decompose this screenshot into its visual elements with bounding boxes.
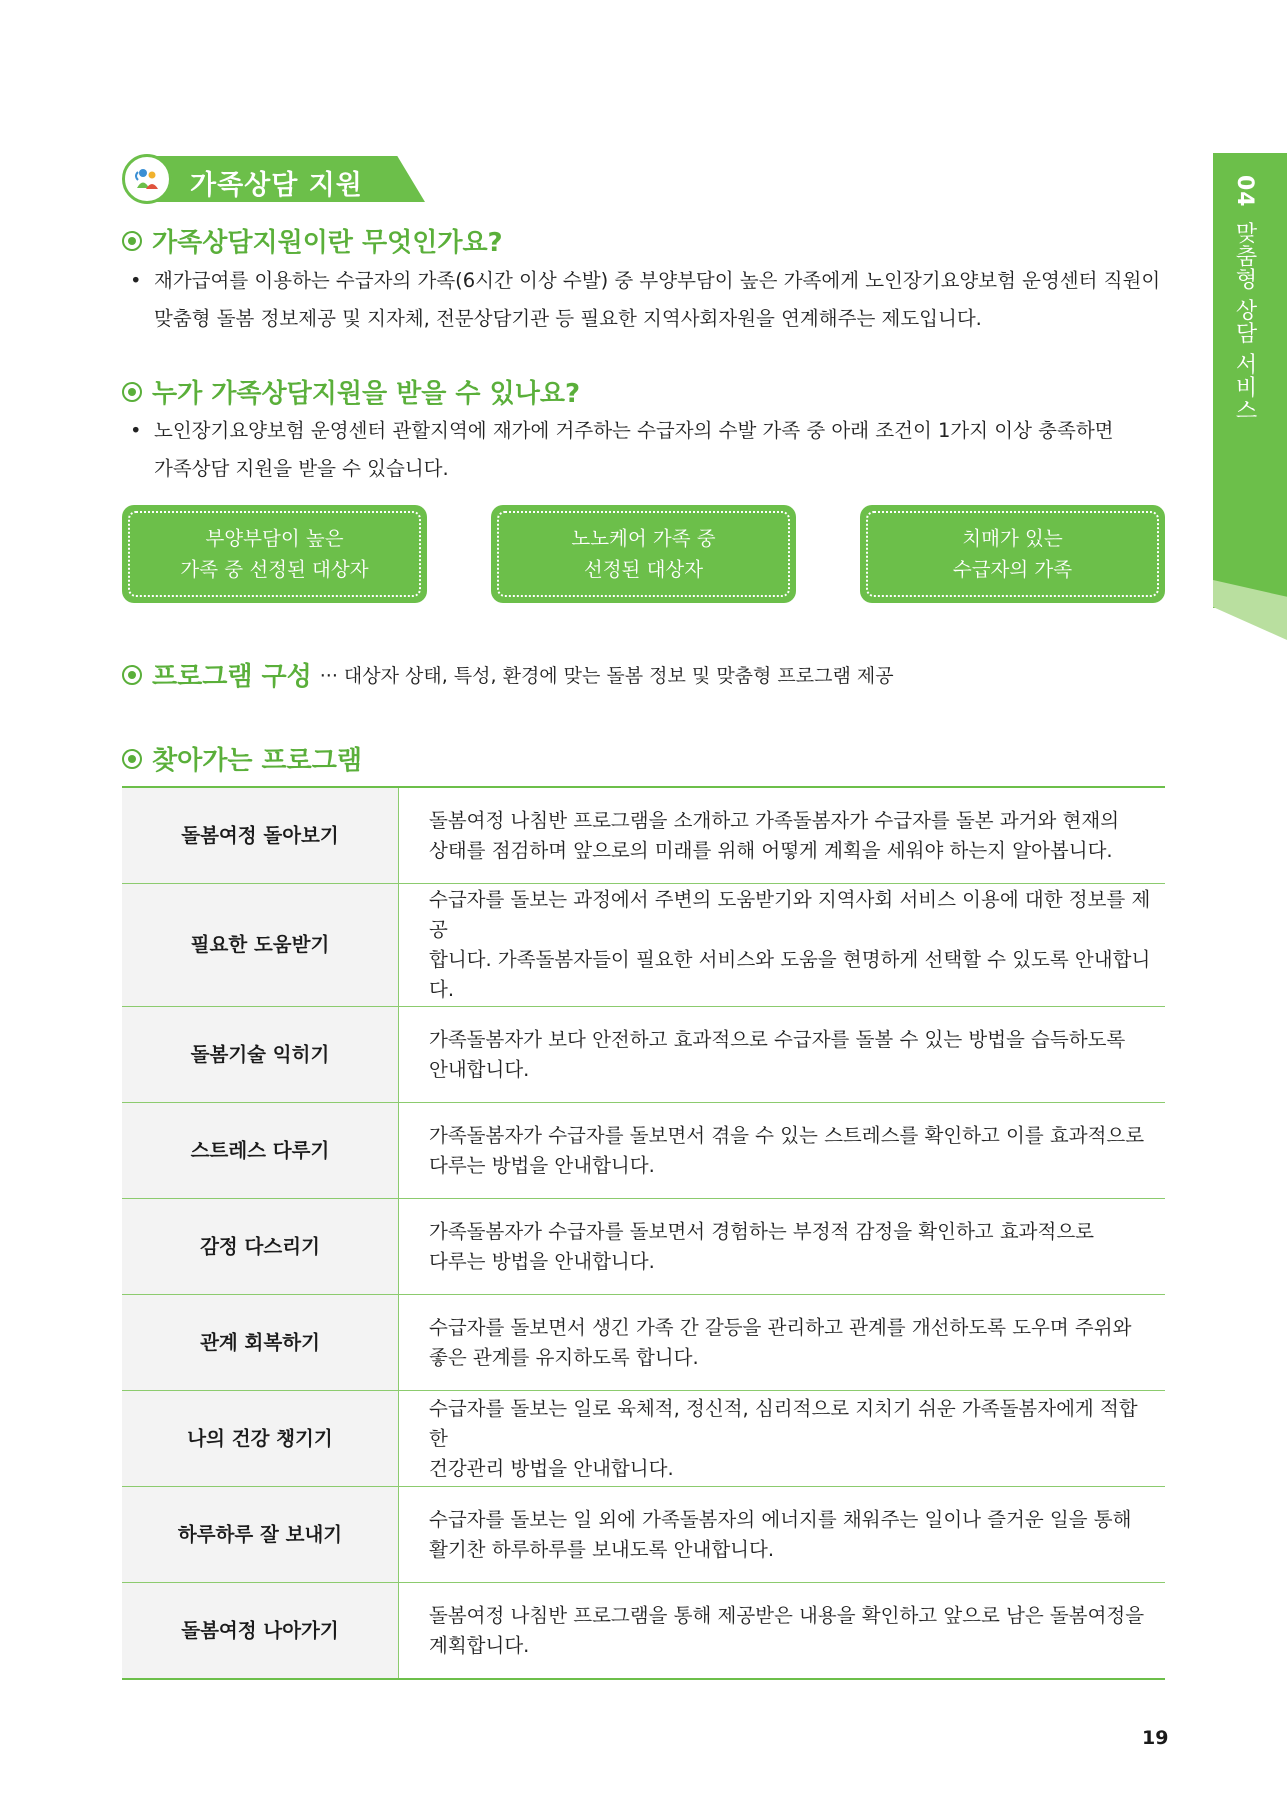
program-name: 돌봄여정 나아가기 [122,1583,399,1680]
condition-line: 치매가 있는 [962,527,1063,550]
condition-box-1 [122,505,427,603]
program-name: 하루하루 잘 보내기 [122,1487,399,1583]
description-line: 다루는 방법을 안내합니다. [429,1153,655,1177]
program-description [399,1007,1166,1103]
table-row [122,1391,1165,1487]
answer-line: 맞춤형 돌봄 정보제공 및 지자체, 전문상담기관 등 필요한 지역사회자원을 연계해주는 제도입니다. [154,307,982,330]
description-line: 돌봄여정 나침반 프로그램을 통해 제공받은 내용을 확인하고 앞으로 남은 돌봄여정을 [429,1603,1145,1627]
chapter-side-tab-label [1229,175,1260,422]
program-description [399,787,1166,884]
visiting-program-heading-text: 찾아가는 프로그램 [152,746,362,776]
program-description [399,1583,1166,1680]
program-config-heading-text: 프로그램 구성 [152,662,312,692]
condition-box-2 [491,505,796,603]
question-heading-what [122,222,503,259]
description-line: 수급자를 돌보는 과정에서 주변의 도움받기와 지역사회 서비스 이용에 대한 정보를 제공 [429,888,1151,941]
program-description [399,884,1166,1007]
question-heading-text: 가족상담지원이란 무엇인가요? [152,228,503,258]
program-description [399,1295,1166,1391]
description-line: 가족돌봄자가 보다 안전하고 효과적으로 수급자를 돌볼 수 있는 방법을 습득하도록 [429,1027,1126,1051]
program-config-heading [122,656,894,693]
description-line: 건강관리 방법을 안내합니다. [429,1456,674,1480]
condition-line: 수급자의 가족 [952,558,1073,581]
section-banner [122,154,425,204]
chapter-title: 맞춤형 상담 서비스 [1232,221,1257,422]
description-line: 좋은 관계를 유지하도록 합니다. [429,1345,699,1369]
family-emblem-icon [122,154,172,204]
visiting-program-table [122,786,1165,1680]
target-bullet-icon [122,749,142,769]
program-config-description: ··· 대상자 상태, 특성, 환경에 맞는 돌봄 정보 및 맞춤형 프로그램 제공 [319,665,894,687]
description-line: 상태를 점검하며 앞으로의 미래를 위해 어떻게 계획을 세워야 하는지 알아봅니다. [429,838,1113,862]
condition-line: 부양부담이 높은 [205,527,344,550]
table-row [122,1199,1165,1295]
description-line: 가족돌봄자가 수급자를 돌보면서 겪을 수 있는 스트레스를 확인하고 이를 효과적으로 [429,1123,1145,1147]
page-number: 19 [1142,1727,1169,1749]
table-row [122,884,1165,1007]
visiting-program-heading [122,740,362,777]
question-heading-who [122,373,580,410]
program-name: 필요한 도움받기 [122,884,399,1007]
description-line: 돌봄여정 나침반 프로그램을 소개하고 가족돌봄자가 수급자를 돌본 과거와 현재의 [429,808,1120,832]
program-name: 돌봄기술 익히기 [122,1007,399,1103]
condition-box-inner [497,511,790,597]
answer-line: 가족상담 지원을 받을 수 있습니다. [154,457,449,480]
target-bullet-icon [122,231,142,251]
table-row [122,787,1165,884]
target-bullet-icon [122,382,142,402]
description-line: 수급자를 돌보는 일 외에 가족돌봄자의 에너지를 채워주는 일이나 즐거운 일을 통해 [429,1507,1132,1531]
description-line: 수급자를 돌보면서 생긴 가족 간 갈등을 관리하고 관계를 개선하도록 도우며 주위와 [429,1315,1132,1339]
program-description [399,1103,1166,1199]
program-name: 나의 건강 챙기기 [122,1391,399,1487]
description-line: 안내합니다. [429,1057,530,1081]
table-row [122,1487,1165,1583]
condition-box-inner [128,511,421,597]
table-row [122,1103,1165,1199]
program-name: 감정 다스리기 [122,1199,399,1295]
answer-line: • 재가급여를 이용하는 수급자의 가족(6시간 이상 수발) 중 부양부담이 높은 가족에게 노인장기요양보험 운영센터 직원이 [154,269,1161,292]
section-title: 가족상담 지원 [190,170,363,201]
answer-paragraph-what [130,262,1165,338]
table-row [122,1583,1165,1680]
question-heading-text: 누가 가족상담지원을 받을 수 있나요? [152,379,581,409]
description-line: 가족돌봄자가 수급자를 돌보면서 경험하는 부정적 감정을 확인하고 효과적으로 [429,1219,1095,1243]
description-line: 계획합니다. [429,1633,530,1657]
program-description [399,1391,1166,1487]
condition-line: 가족 중 선정된 대상자 [180,558,369,581]
condition-box-3 [860,505,1165,603]
program-description [399,1199,1166,1295]
program-description [399,1487,1166,1583]
answer-line: • 노인장기요양보험 운영센터 관할지역에 재가에 거주하는 수급자의 수발 가족 중 아래 조건이 1가지 이상 충족하면 [154,419,1114,442]
table-row [122,1295,1165,1391]
description-line: 다루는 방법을 안내합니다. [429,1249,655,1273]
answer-paragraph-who [130,412,1165,488]
description-line: 활기찬 하루하루를 보내도록 안내합니다. [429,1537,775,1561]
description-line: 수급자를 돌보는 일로 육체적, 정신적, 심리적으로 지치기 쉬운 가족돌봄자에게 적합한 [429,1396,1138,1450]
condition-line: 노노케어 가족 중 [571,527,716,550]
condition-line: 선정된 대상자 [583,558,704,581]
program-name: 돌봄여정 돌아보기 [122,787,399,884]
program-name: 스트레스 다루기 [122,1103,399,1199]
condition-box-inner [866,511,1159,597]
target-bullet-icon [122,665,142,685]
description-line: 합니다. 가족돌봄자들이 필요한 서비스와 도움을 현명하게 선택할 수 있도록 안내합니다. [429,948,1151,1001]
table-row [122,1007,1165,1103]
chapter-number: 04 [1232,175,1257,208]
program-name: 관계 회복하기 [122,1295,399,1391]
